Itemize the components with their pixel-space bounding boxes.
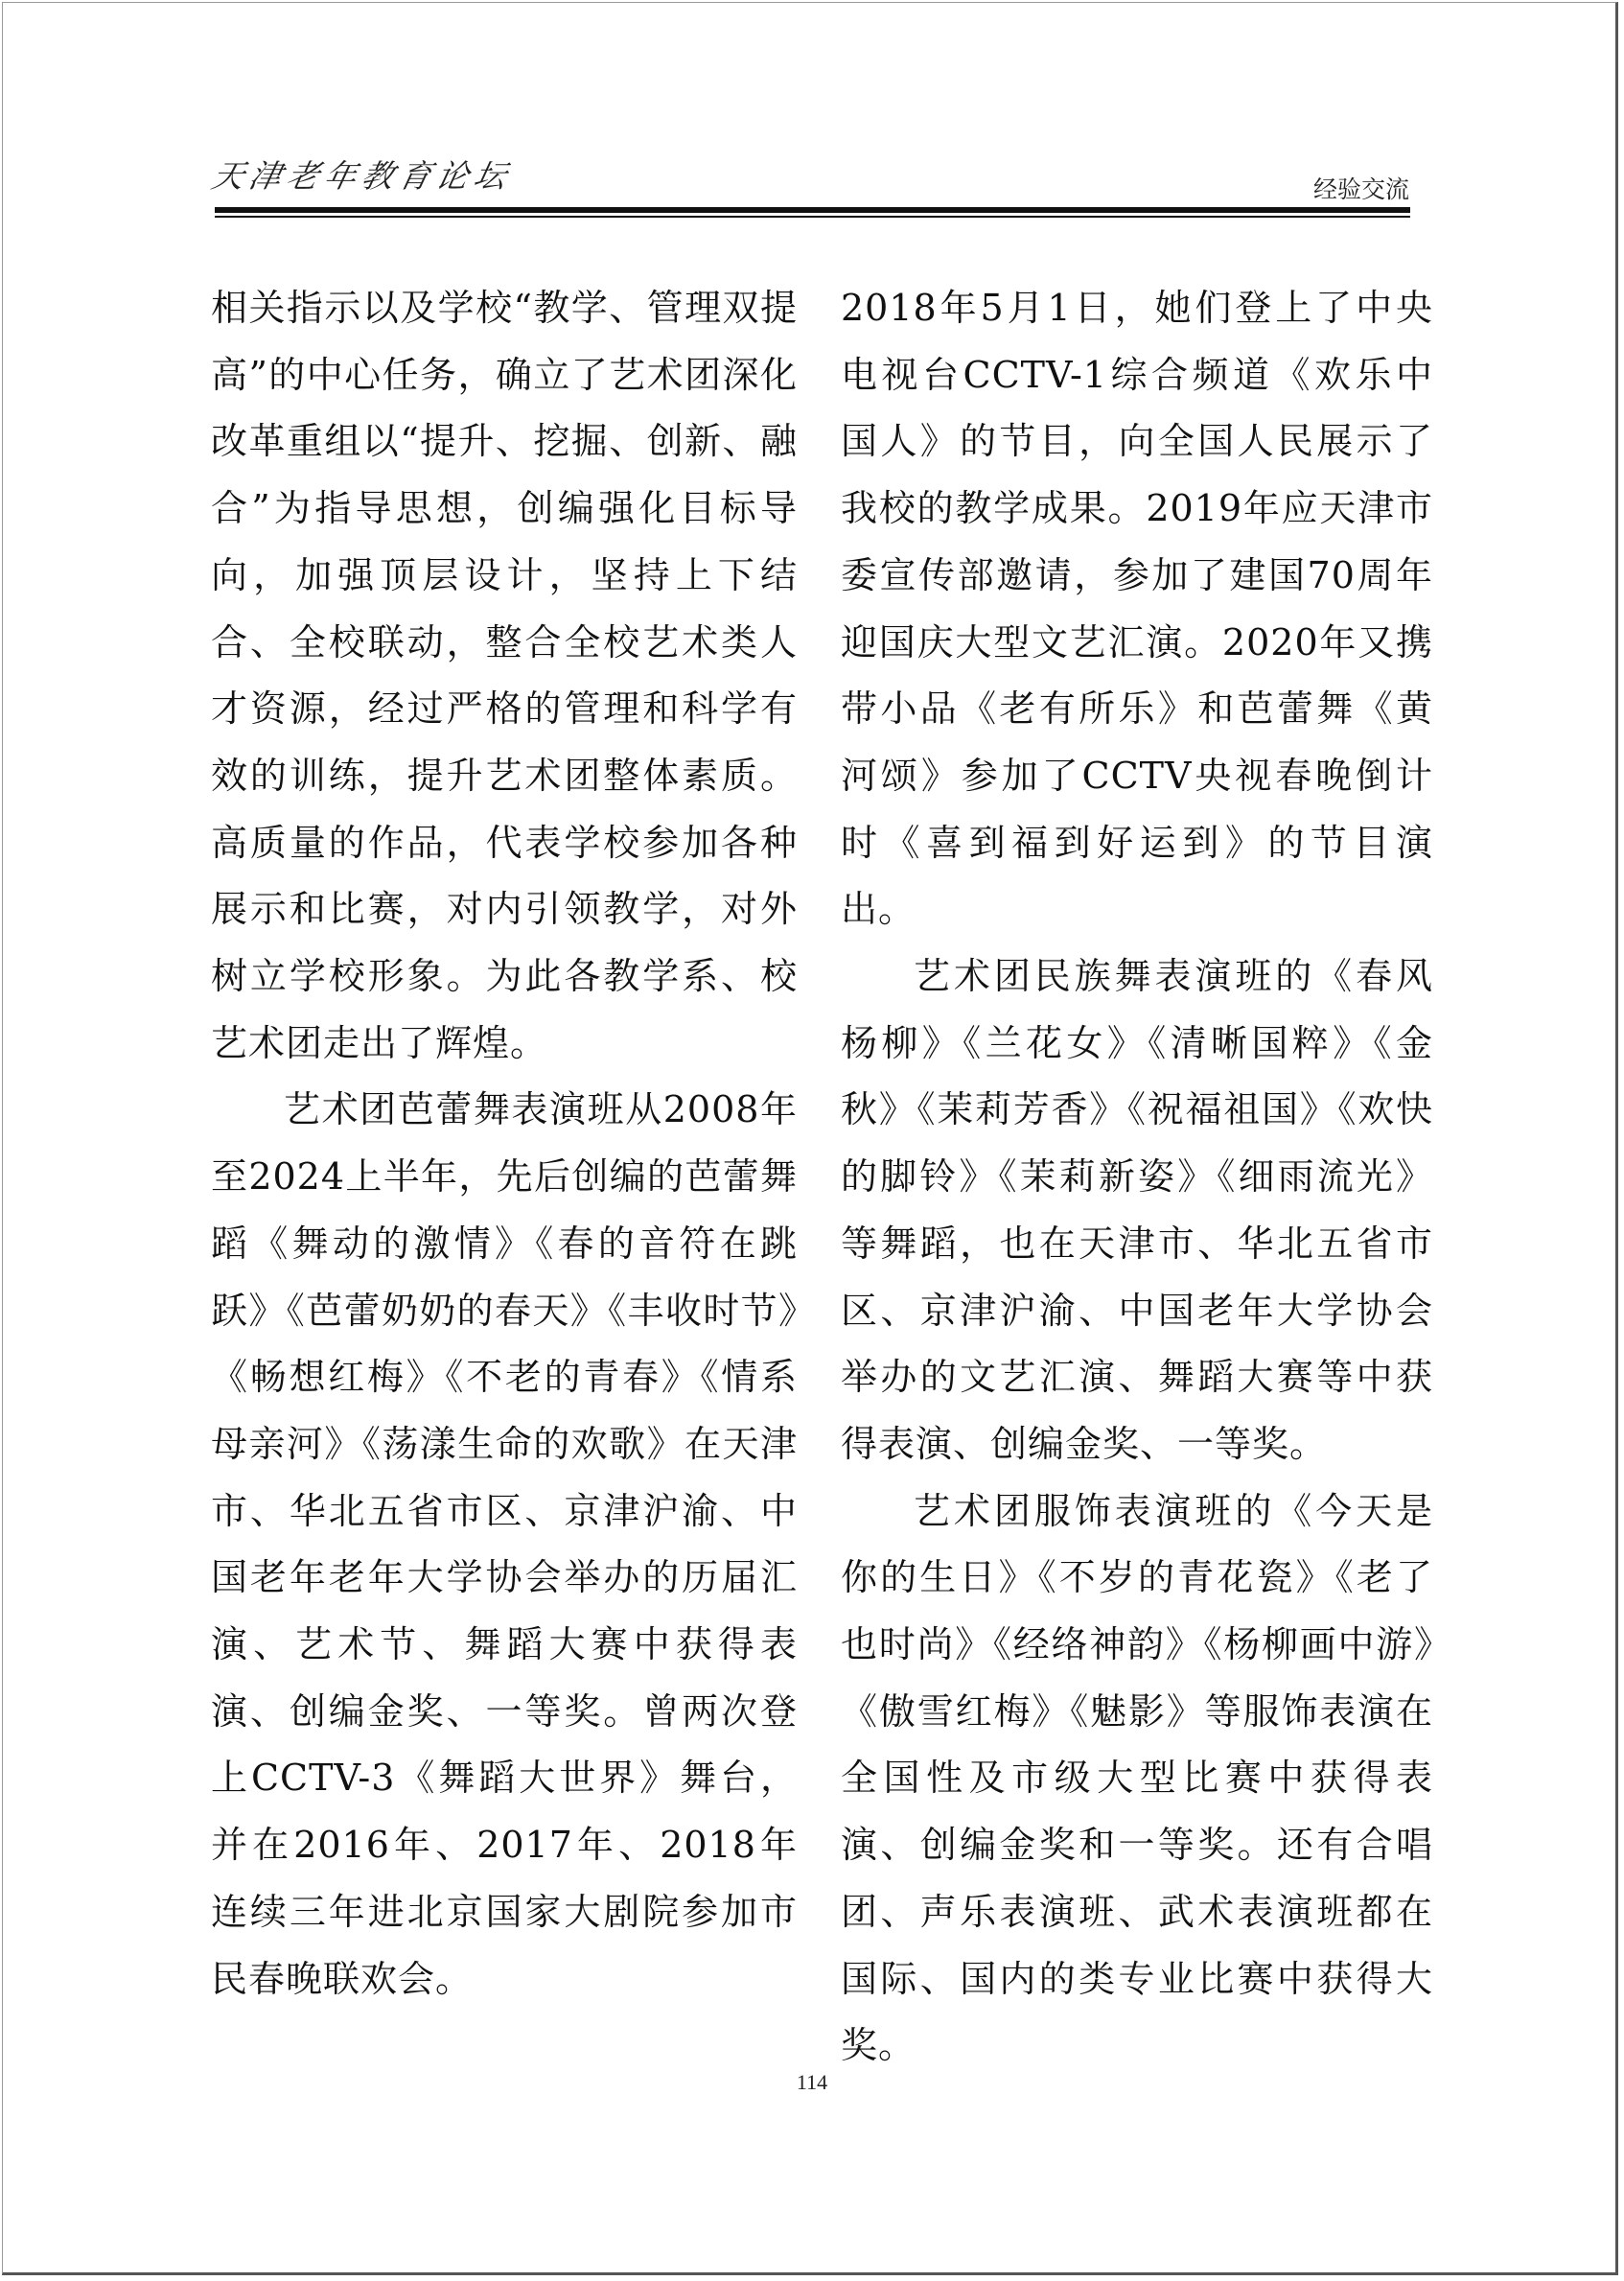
- paragraph: 相关指示以及学校“教学、管理双提高”的中心任务，确立了艺术团深化改革重组以“提升、挖掘、创新、融合”为指导思想，创编强化目标导向，加强顶层设计，坚持上下结合、全校联动，整合全校艺术类人才资源，经过严格的管理和科学有效的训练，提升艺术团整体素质。高质量的作品，代表学校参加各种展示和比赛，对内引领教学，对外树立学校形象。为此各教学系、校艺术团走出了辉煌。: [211, 287, 798, 1064]
- paragraph: 艺术团民族舞表演班的《春风杨柳》《兰花女》《清晰国粹》《金秋》《茉莉芳香》《祝福祖国》《欢快的脚铃》《茉莉新姿》《细雨流光》等舞蹈，也在天津市、华北五省市区、京津沪渝、中国老年大学协会举办的文艺汇演、舞蹈大赛等中获得表演、创编金奖、一等奖。: [841, 955, 1433, 1465]
- left-column: [211, 275, 798, 2013]
- page-number: 114: [796, 2070, 828, 2094]
- journal-logo: 天津老年教育论坛: [208, 157, 516, 195]
- right-column: [841, 275, 1433, 2080]
- header-rule-thick: [215, 207, 1410, 213]
- paragraph: 艺术团服饰表演班的《今天是你的生日》《不岁的青花瓷》《老了也时尚》《经络神韵》《杨柳画中游》《傲雪红梅》《魅影》等服饰表演在全国性及市级大型比赛中获得表演、创编金奖和一等奖。还有合唱团、声乐表演班、武术表演班都在国际、国内的类专业比赛中获得大奖。: [841, 1489, 1433, 2067]
- section-label: 经验交流: [1312, 175, 1409, 203]
- header-rule-thin: [215, 216, 1410, 218]
- paragraph: 艺术团芭蕾舞表演班从2008年至2024上半年，先后创编的芭蕾舞蹈《舞动的激情》《春的音符在跳跃》《芭蕾奶奶的春天》《丰收时节》《畅想红梅》《不老的青春》《情系母亲河》《荡漾生命的欢歌》在天津市、华北五省市区、京津沪渝、中国老年老年大学协会举办的历届汇演、艺术节、舞蹈大赛中获得表演、创编金奖、一等奖。曾两次登上CCTV-3《舞蹈大世界》舞台，并在2016年、2017年、2018年连续三年进北京国家大剧院参加市民春晚联欢会。: [211, 1088, 798, 2000]
- paragraph: 2018年5月1日，她们登上了中央电视台CCTV-1综合频道《欢乐中国人》的节目，向全国人民展示了我校的教学成果。2019年应天津市委宣传部邀请，参加了建国70周年迎国庆大型文艺汇演。2020年又携带小品《老有所乐》和芭蕾舞《黄河颂》参加了CCTV央视春晚倒计时《喜到福到好运到》的节目演出。: [841, 287, 1433, 931]
